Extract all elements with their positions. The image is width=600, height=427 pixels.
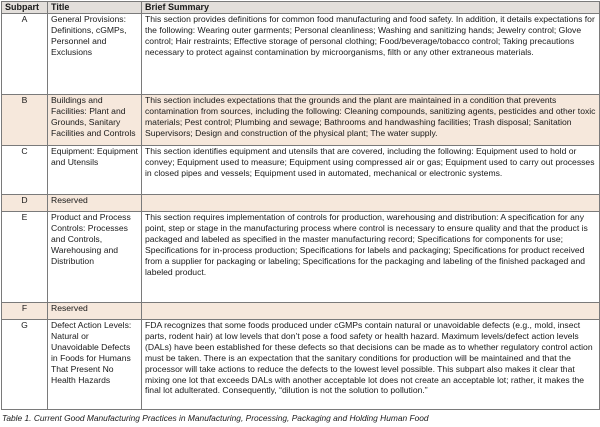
table-caption: Table 1. Current Good Manufacturing Practices in Manufacturing, Processing, Packaging and Holding Human Food	[2, 413, 429, 423]
table-row	[2, 95, 600, 146]
cell-title: Equipment: Equipment and Utensils	[48, 146, 142, 195]
table-row	[2, 14, 600, 95]
cell-summary	[142, 195, 600, 212]
cell-summary	[142, 303, 600, 320]
cell-subpart: E	[2, 212, 48, 303]
cgmp-subpart-table	[1, 1, 600, 410]
table-row	[2, 303, 600, 320]
cell-title: Reserved	[48, 303, 142, 320]
cell-summary: This section identifies equipment and utensils that are covered, including the following: Equipment used to hold or convey; Equipment used to measure; Equipment using compressed air or gas; Equipment used to carry out processes in closed pipes and vessels; Equipment used in automated, mechanical or electronic systems.	[142, 146, 600, 195]
cell-subpart: C	[2, 146, 48, 195]
cell-summary: This section provides definitions for common food manufacturing and food safety. In addition, it details expectations for the following: Wearing outer garments; Personal cleanliness; Washing and sanitizing hands; Jewelry control; Glove control; Hair restraints; Effective storage of personal clothing; Food/beverage/tobacco control; Taking precautions necessary to protect against contamination by microorganisms, filth or any other extraneous materials.	[142, 14, 600, 95]
table-row	[2, 320, 600, 410]
cell-title: Buildings and Facilities: Plant and Grounds, Sanitary Facilities and Controls	[48, 95, 142, 146]
header-title: Title	[48, 2, 142, 14]
header-row	[2, 2, 600, 14]
table-row	[2, 195, 600, 212]
cell-subpart: G	[2, 320, 48, 410]
cell-subpart: A	[2, 14, 48, 95]
header-summary: Brief Summary	[142, 2, 600, 14]
table-row	[2, 146, 600, 195]
cell-title: Reserved	[48, 195, 142, 212]
cell-summary: This section includes expectations that the grounds and the plant are maintained in a condition that prevents contamination from sources, including the following: Cleaning compounds, sanitizing agents, pesticides and other toxic materials; Pest control; Plumbing and sewage; Bathrooms and handwashing facilities; Trash disposal; Sanitation Supervisors; Design and construction of the physical plant; The water supply.	[142, 95, 600, 146]
header-subpart: Subpart	[2, 2, 48, 14]
table-row	[2, 212, 600, 303]
cell-title: Defect Action Levels: Natural or Unavoidable Defects in Foods for Humans That Present No Health Hazards	[48, 320, 142, 410]
cell-summary: FDA recognizes that some foods produced under cGMPs contain natural or unavoidable defects (e.g., mold, insect parts, rodent hair) at low levels that don’t pose a food safety or health hazard. Maximum levels/defect action levels (DALs) have been established for these defects so that decisions can be made as to whether regulatory control action must be taken. There is an expectation that the sanitary conditions for production will be maintained and that the processor will take actions to reduce the defects to the lowest level possible. This subpart also makes it clear that mixing one lot that exceeds DALs with another acceptable lot does not create an acceptable lot; rather, it makes the final lot adulterated. Consequently, “dilution is not the solution to pollution.”	[142, 320, 600, 410]
cell-subpart: F	[2, 303, 48, 320]
cell-title: General Provisions: Definitions, cGMPs, Personnel and Exclusions	[48, 14, 142, 95]
cell-subpart: B	[2, 95, 48, 146]
cell-summary: This section requires implementation of controls for production, warehousing and distribution: A specification for any point, step or stage in the manufacturing process where control is necessary to ensure quality and that the product is packaged and labeled as specified in the master manufacturing record; Specifications for components for use; Specifications for in-process production; Specifications for labels and packaging; Specifications for product received from a supplier for packaging or labeling; Specifications for the packaging and labeling of the finished packaged and labeled product.	[142, 212, 600, 303]
cell-subpart: D	[2, 195, 48, 212]
cell-title: Product and Process Controls: Processes and Controls, Warehousing and Distribution	[48, 212, 142, 303]
